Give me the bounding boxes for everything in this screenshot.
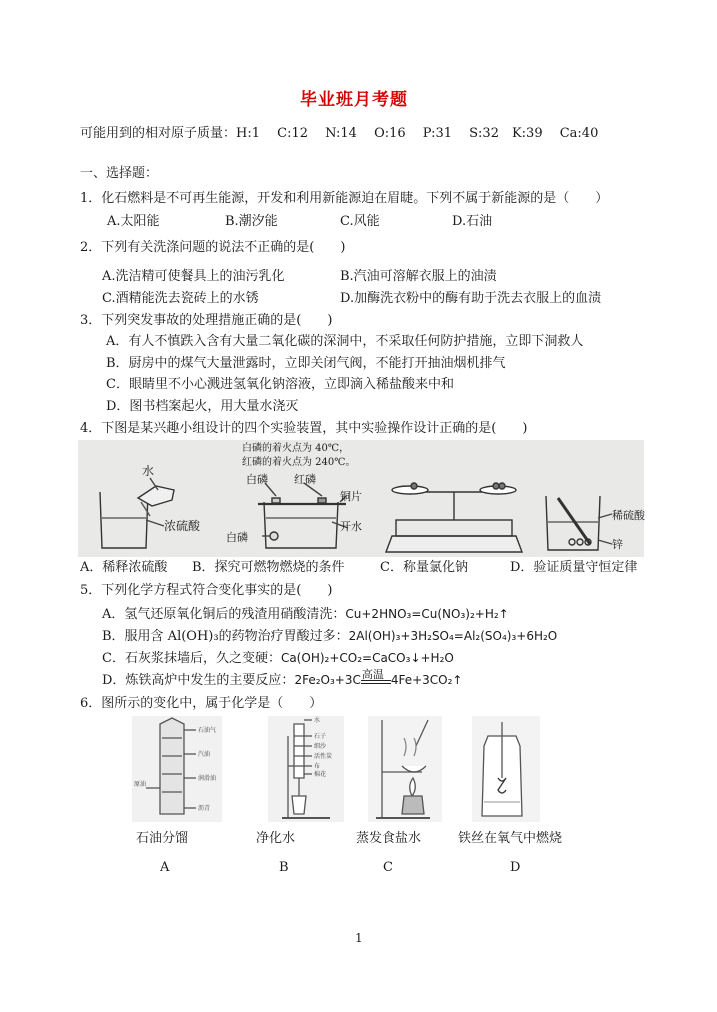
q2-option-c: C.酒精能洗去瓷砖上的水锈 — [102, 291, 259, 306]
q6-caption-a: 石油分馏 — [136, 831, 189, 846]
q2-option-b: B.汽油可溶解衣服上的油渍 — [340, 269, 497, 284]
q5-c-equation: Ca(OH)₂+CO₂=CaCO₃↓+H₂O — [280, 651, 454, 665]
q6-stem: 6．图所示的变化中，属于化学是（ ） — [80, 696, 323, 711]
q5-option-a — [102, 606, 509, 623]
q6-fb-label-2: 石子 — [314, 733, 327, 740]
q5-d-equation-right: 4Fe+3CO₂↑ — [390, 673, 463, 687]
q6-fa-label-4: 原油 — [134, 781, 147, 788]
q5-option-c — [102, 650, 454, 667]
q4-label-zinc: 锌 — [612, 538, 623, 551]
q5-d-equals-line-2 — [361, 683, 391, 684]
q4-label-red-p: 红磷 — [294, 473, 316, 486]
q4-option-a: A．稀释浓硫酸 — [80, 560, 168, 575]
q6-fb-label-4: 活性炭 — [314, 753, 333, 760]
q6-letter-b: B — [279, 860, 289, 875]
q1-option-b: B.潮汐能 — [225, 214, 278, 229]
q6-caption-b: 净化水 — [256, 831, 296, 846]
q3-option-d: D．图书档案起火，用大量水浇灭 — [106, 399, 299, 414]
q4-label-conc-acid: 浓硫酸 — [164, 519, 201, 533]
q6-fb-label-3: 细沙 — [314, 743, 327, 750]
q1-option-c: C.风能 — [340, 214, 380, 229]
q4-fig-note-1: 白磷的着火点为 40℃， — [242, 443, 350, 454]
exam-title: 毕业班月考题 — [300, 90, 408, 110]
q4-label-dilute-acid: 稀硫酸 — [612, 509, 645, 522]
q4-option-b: B．探究可燃物燃烧的条件 — [192, 560, 345, 575]
q6-letter-c: C — [383, 860, 393, 875]
q5-option-b — [102, 628, 557, 645]
q5-d-text: D．炼铁高炉中发生的主要反应： — [102, 673, 295, 688]
q4-label-hot-water: 开水 — [340, 520, 362, 533]
q5-a-equation: Cu+2HNO₃=Cu(NO₃)₂+H₂↑ — [345, 607, 509, 621]
q5-b-text: B．服用含 Al(OH)₃的药物治疗胃酸过多： — [102, 629, 349, 644]
q4-fig-note-2: 红磷的着火点为 240℃。 — [242, 457, 356, 468]
q6-fa-label-3: 润滑油 — [198, 775, 217, 782]
atomic-mass-line: 可能用到的相对原子质量：H:1 C:12 N:14 O:16 P:31 S:32 K:39 Ca:40 — [80, 126, 599, 141]
q5-d-equals-line-1 — [361, 680, 391, 681]
q4-stem: 4．下图是某兴趣小组设计的四个实验装置，其中实验操作设计正确的是( ) — [80, 421, 528, 436]
q6-fa-label-5: 沥青 — [198, 805, 211, 812]
q6-fb-label-6: 棉花 — [314, 771, 327, 778]
q6-caption-c: 蒸发食盐水 — [356, 831, 422, 846]
q6-fa-label-1: 石油气 — [198, 727, 217, 734]
q4-option-d: D．验证质量守恒定律 — [510, 560, 638, 575]
q3-option-a: A．有人不慎跌入含有大量二氧化碳的深洞中，不采取任何防护措施，立即下洞救人 — [106, 334, 584, 349]
q2-option-d: D.加酶洗衣粉中的酶有助于洗去衣服上的血渍 — [340, 291, 602, 306]
q6-fa-label-2: 汽油 — [198, 751, 211, 758]
q1-option-a: A.太阳能 — [107, 214, 160, 229]
q2-option-a: A.洗洁精可使餐具上的油污乳化 — [102, 269, 285, 284]
q6-caption-d: 铁丝在氧气中燃烧 — [458, 831, 563, 846]
q3-option-c: C．眼睛里不小心溅进氢氧化钠溶液，立即滴入稀盐酸来中和 — [106, 377, 454, 392]
q5-c-text: C．石灰浆抹墙后，久之变硬： — [102, 651, 281, 666]
q6-fb-label-5: 布 — [314, 763, 321, 770]
q3-stem: 3．下列突发事故的处理措施正确的是( ) — [80, 313, 333, 328]
q5-d-condition: 高温 — [361, 668, 384, 681]
q6-apparatus-figure — [132, 716, 540, 822]
q6-fb-label-1: 水 — [314, 717, 321, 724]
q1-option-d: D.石油 — [452, 214, 493, 229]
q2-stem: 2．下列有关洗涤问题的说法不正确的是( ) — [80, 240, 346, 255]
q5-stem: 5．下列化学方程式符合变化事实的是( ) — [80, 583, 333, 598]
q5-b-equation: 2Al(OH)₃+3H₂SO₄=Al₂(SO₄)₃+6H₂O — [348, 629, 558, 643]
q6-letter-d: D — [510, 860, 521, 875]
q4-label-copper: 铜片 — [340, 490, 362, 503]
q4-label-white-p-2: 白磷 — [226, 531, 248, 544]
q4-label-white-p: 白磷 — [246, 473, 268, 486]
q6-letter-a: A — [160, 860, 170, 875]
q1-stem: 1．化石燃料是不可再生能源，开发和利用新能源迫在眉睫。下列不属于新能源的是（ ） — [80, 191, 609, 206]
page-number: 1 — [355, 931, 363, 945]
q5-option-d — [102, 668, 463, 689]
section-heading: 一、选择题： — [80, 166, 159, 181]
q5-d-condition-arrow — [361, 668, 391, 688]
q5-a-text: A．氢气还原氧化铜后的残渣用硝酸清洗： — [102, 607, 346, 622]
q4-option-c: C．称量氯化钠 — [380, 560, 468, 575]
q5-d-equation-left: 2Fe₂O₃+3C — [294, 673, 361, 687]
q4-label-water: 水 — [142, 464, 155, 478]
q3-option-b: B．厨房中的煤气大量泄露时，立即关闭气阀，不能打开抽油烟机排气 — [106, 356, 506, 371]
